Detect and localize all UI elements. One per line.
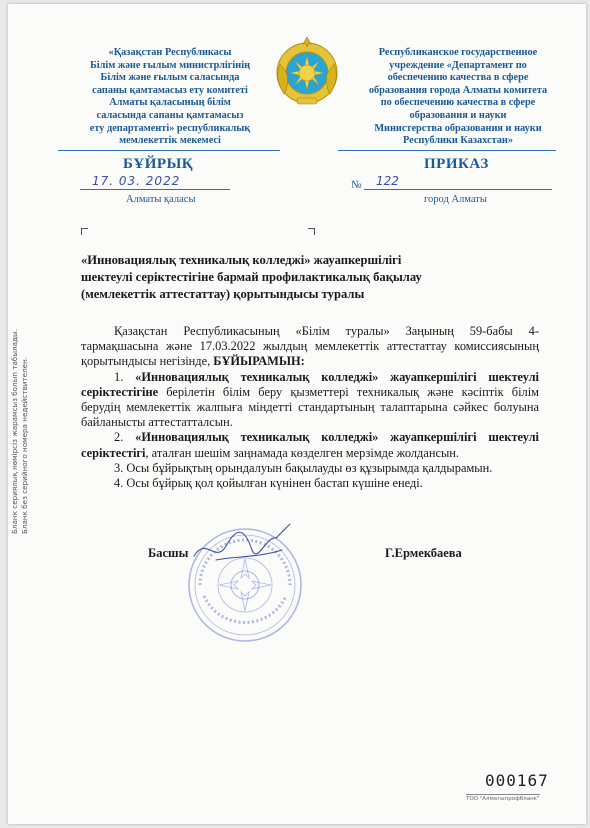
- item-1-number: 1.: [114, 369, 136, 384]
- header-ru-line: по обеспечению качества в сфере: [380, 97, 536, 109]
- subject-line: шектеулі серіктестігіне бармай профилактикалық бақылау: [81, 270, 422, 284]
- header-ru-line: Республиканское государственное: [378, 47, 538, 58]
- header-ru-line: учреждение «Департамент по: [389, 59, 527, 71]
- header-ru-line: Республики Казахстан»: [402, 135, 513, 147]
- item-2: [81, 430, 539, 460]
- header-ru-line: образования и науки: [409, 109, 507, 121]
- blank-serial-number: 000167: [485, 771, 549, 790]
- subject-corner-left: [81, 228, 88, 235]
- state-emblem-icon: [270, 34, 344, 108]
- signatory-name: Г.Ермекбаева: [385, 546, 462, 560]
- item-2-emph: «Инновациялық техникалық колледжі» жауапкершілігі шектеулі серіктестігі: [81, 430, 540, 460]
- header-kz-line: ету департаменті» республикалық: [89, 122, 251, 134]
- order-body: [81, 324, 539, 491]
- city-ru: город Алматы: [424, 194, 487, 205]
- side-note: [10, 284, 29, 534]
- subject-corner-right: [308, 228, 315, 235]
- city-kz: Алматы қаласы: [126, 194, 196, 205]
- number-underline: [364, 189, 552, 190]
- header-ru-line: образования города Алматы комитета: [368, 84, 548, 96]
- header-kz-line: Білім және ғылым министрлігінің: [89, 59, 251, 71]
- header-ru-line: обеспечению качества в сфере: [387, 72, 529, 84]
- number-prefix: №: [351, 179, 362, 191]
- item-4: 4. Осы бұйрық қол қойылған күнінен бастап күшіне енеді.: [114, 476, 423, 491]
- number-handwritten: 122: [376, 174, 399, 188]
- item-1-emph: «Инновациялық техникалық колледжі» жауапкершілігі шектеулі серіктестігіне: [81, 369, 540, 399]
- item-2-number: 2.: [114, 430, 136, 445]
- intro-emph: БҰЙЫРАМЫН:: [213, 354, 305, 369]
- header-ru-line: Министерства образования и науки: [374, 122, 542, 134]
- side-note-ru: Бланк без серийного номера недействителен.: [19, 356, 29, 534]
- header-divider-left: [58, 150, 280, 151]
- header-kz-line: саласында сапаны қамтамасыз: [96, 109, 244, 121]
- item-3: 3. Осы бұйрықтың орындалуын бақылауды өз құзырымда қалдырамын.: [114, 460, 493, 475]
- subject-line: (мемлекеттік аттестаттау) қорытындысы туралы: [81, 287, 365, 301]
- printer-name: ТОО "Алматыпрофбланк": [466, 796, 540, 802]
- header-kz-line: сапаны қамтамасыз ету комитеті: [92, 84, 248, 96]
- handwritten-signature-icon: [186, 516, 296, 576]
- intro-text: Қазақстан Республикасының «Білім туралы» Заңының 59-бабы 4-тармақшасына және 17.03.2022 жылдың мемлекеттік аттестаттау комиссиясының қорытындысы негізінде,: [81, 324, 539, 369]
- header-ru: [360, 47, 556, 148]
- signatory-position: Басшы: [148, 546, 189, 560]
- header-kz-line: «Қазақстан Республикасы: [108, 47, 232, 58]
- order-subject: [81, 252, 511, 303]
- header-kz-line: мемлекеттік мекемесі: [119, 135, 221, 147]
- date-underline: [80, 189, 230, 190]
- item-1-text: берілетін білім беру қызметтері техникалық және кәсіптік білім берудің мемлекеттік жалпыға міндетті стандартының талаптарына сәйкес болуына байланысты аттестатталсын.: [81, 384, 539, 430]
- side-note-kz: Бланк сериялық нөмірсіз жарамсыз болып табылады.: [10, 329, 19, 534]
- header-kz-line: Алматы қаласының білім: [109, 97, 231, 109]
- item-2-text: , аталған шешім заңнамада көзделген мерзімде жолдансын.: [145, 445, 460, 460]
- title-ru: ПРИКАЗ: [424, 156, 489, 172]
- item-1: [81, 370, 539, 431]
- subject-line: «Инновациялық техникалық колледжі» жауапкершілігі: [81, 253, 402, 267]
- header-kz: [72, 47, 268, 148]
- title-kz: БҰЙРЫҚ: [123, 156, 194, 172]
- header-divider-right: [338, 150, 556, 151]
- document-sheet: [8, 4, 586, 824]
- header-kz-line: Білім және ғылым саласында: [100, 72, 240, 84]
- intro-paragraph: [81, 324, 539, 370]
- date-handwritten: 17. 03. 2022: [92, 174, 181, 188]
